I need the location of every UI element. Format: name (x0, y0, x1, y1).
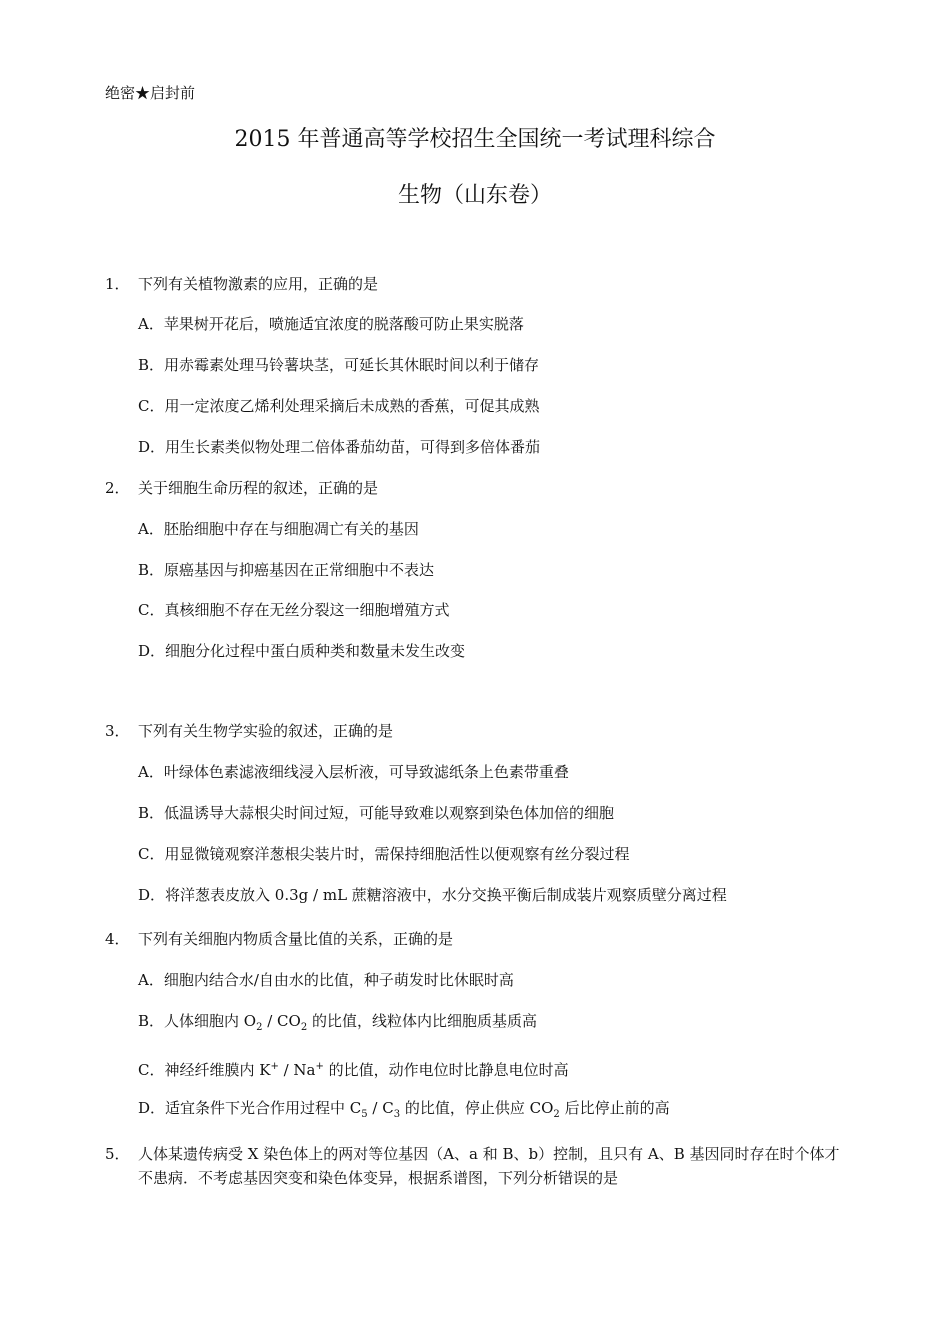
q4-option-b: B．人体细胞内 $O_2 / CO_2$ 的比值，线粒体内比细胞质基质高 (138, 1012, 537, 1033)
question-stem: 下列有关细胞内物质含量比值的关系，正确的是 (138, 930, 454, 948)
confidential-label: 绝密★启封前 (105, 84, 196, 102)
question-number: 3． (105, 722, 130, 740)
question-stem: 人体某遗传病受 X 染色体上的两对等位基因（A、a 和 B、b）控制，且只有 A、B 基因同时存在时个体才不患病．不考虑基因突变和染色体变异，根据系谱图，下列分析错误的是 (138, 1145, 840, 1187)
q1-option-a: A．苹果树开花后，喷施适宜浓度的脱落酸可防止果实脱落 (138, 315, 524, 333)
question-1 (105, 274, 378, 294)
q3-option-c: C．用显微镜观察洋葱根尖装片时，需保持细胞活性以便观察有丝分裂过程 (138, 845, 630, 863)
q4-option-c: C．神经纤维膜内 K+ / Na+ 的比值，动作电位时比静息电位时高 (138, 1061, 569, 1079)
q4-option-d: D．适宜条件下光合作用过程中 $C_5 / C_3$ 的比值，停止供应 $CO_2$ 后比停止前的高 (138, 1099, 670, 1120)
page-subtitle: 生物（山东卷） (397, 183, 552, 208)
q2-option-d: D．细胞分化过程中蛋白质种类和数量未发生改变 (138, 642, 466, 660)
question-number: 4． (105, 930, 130, 948)
q3-option-a: A．叶绿体色素滤液细线浸入层析液，可导致滤纸条上色素带重叠 (138, 763, 569, 781)
question-number: 5． (105, 1145, 130, 1163)
question-number: 1． (105, 275, 130, 293)
q4-option-a: A．细胞内结合水/自由水的比值，种子萌发时比休眠时高 (138, 971, 514, 989)
q1-option-c: C．用一定浓度乙烯利处理采摘后未成熟的香蕉，可促其成熟 (138, 397, 540, 415)
page-title: 2015 年普通高等学校招生全国统一考试理科综合 (234, 127, 716, 152)
q3-option-d: D．将洋葱表皮放入 0.3g / mL 蔗糖溶液中，水分交换平衡后制成装片观察质壁分离过程 (138, 886, 727, 904)
question-5 (105, 1142, 850, 1190)
q2-option-b: B．原癌基因与抑癌基因在正常细胞中不表达 (138, 561, 435, 579)
q1-option-b: B．用赤霉素处理马铃薯块茎，可延长其休眠时间以利于储存 (138, 356, 540, 374)
question-number: 2． (105, 479, 130, 497)
question-2 (105, 478, 378, 498)
q2-option-c: C．真核细胞不存在无丝分裂这一细胞增殖方式 (138, 601, 450, 619)
question-4 (105, 929, 453, 949)
question-stem: 下列有关植物激素的应用，正确的是 (138, 275, 379, 293)
q1-option-d: D．用生长素类似物处理二倍体番茄幼苗，可得到多倍体番茄 (138, 438, 541, 456)
question-stem: 下列有关生物学实验的叙述，正确的是 (138, 722, 394, 740)
question-3 (105, 721, 393, 741)
question-stem: 关于细胞生命历程的叙述，正确的是 (138, 479, 379, 497)
q3-option-b: B．低温诱导大蒜根尖时间过短，可能导致难以观察到染色体加倍的细胞 (138, 804, 615, 822)
q2-option-a: A．胚胎细胞中存在与细胞凋亡有关的基因 (138, 520, 419, 538)
